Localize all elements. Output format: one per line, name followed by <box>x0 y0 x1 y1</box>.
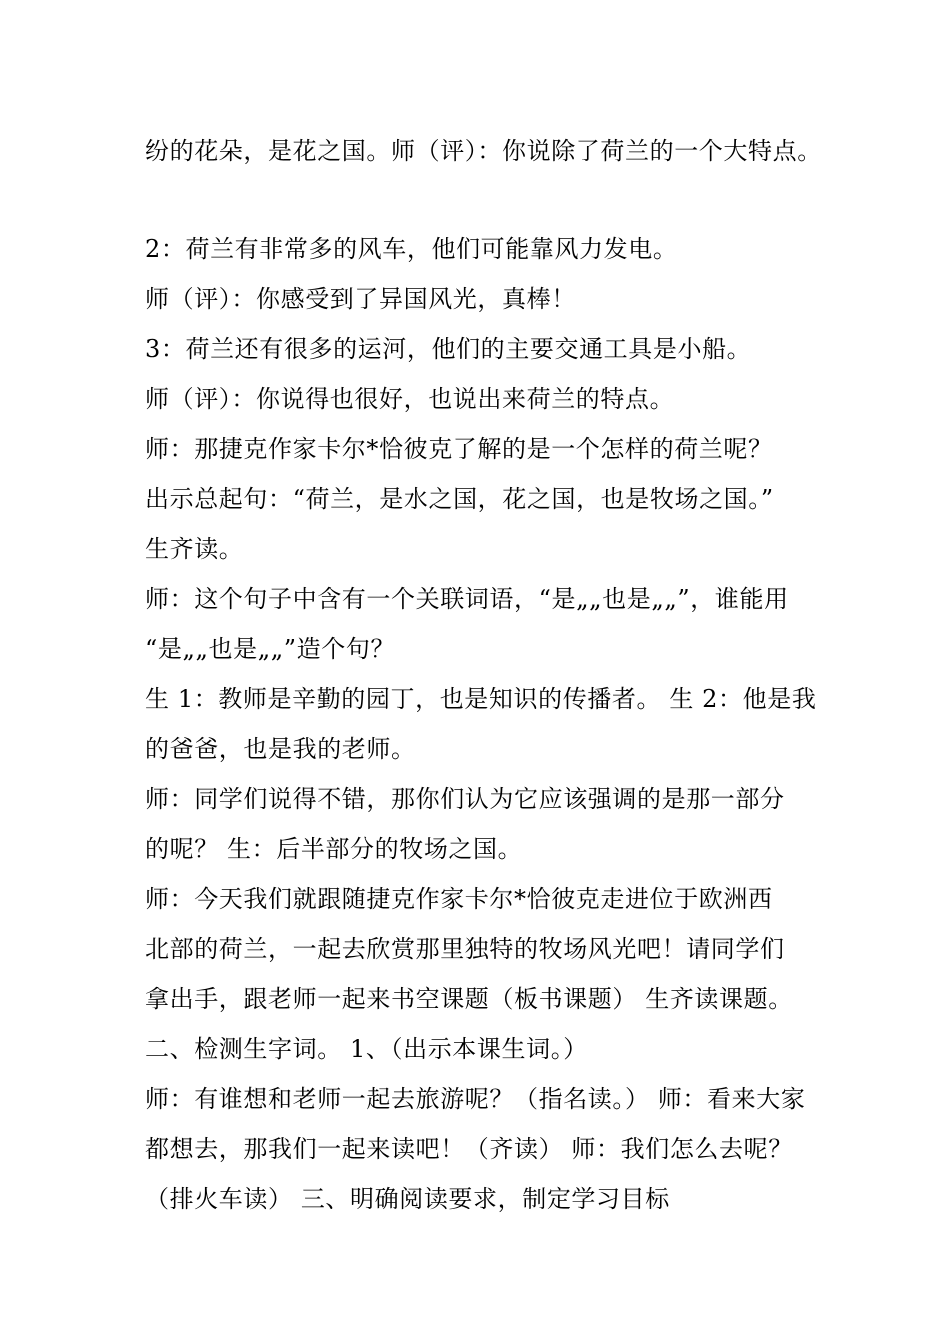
text-line: 拿出手，跟老师一起来书空课题（板书课题） 生齐读课题。 <box>145 985 793 1013</box>
text-line: 师：那捷克作家卡尔*恰彼克了解的是一个怎样的荷兰呢？ <box>145 435 773 463</box>
text-line: 师：有谁想和老师一起去旅游呢？（指名读。） 师：看来大家 <box>145 1085 806 1113</box>
text-line: “是„„也是„„”造个句？ <box>145 635 396 663</box>
text-line: 北部的荷兰，一起去欣赏那里独特的牧场风光吧！请同学们 <box>145 935 785 963</box>
text-line: 的爸爸，也是我的老师。 <box>145 735 416 763</box>
text-line: 3：荷兰还有很多的运河，他们的主要交通工具是小船。 <box>145 335 752 363</box>
text-line: 师：这个句子中含有一个关联词语，“是„„也是„„”，谁能用 <box>145 585 789 613</box>
text-line: 的呢？ 生：后半部分的牧场之国。 <box>145 835 523 863</box>
text-line: 二、检测生字词。 1、（出示本课生词。） <box>145 1035 588 1063</box>
text-line: 都想去，那我们一起来读吧！（齐读） 师：我们怎么去呢？ <box>145 1135 793 1163</box>
text-line: 师：同学们说得不错，那你们认为它应该强调的是那一部分 <box>145 785 785 813</box>
text-line: （排火车读） 三、明确阅读要求，制定学习目标 <box>145 1185 670 1213</box>
text-line: 出示总起句：“荷兰，是水之国，花之国，也是牧场之国。” <box>145 485 774 513</box>
text-line: 生齐读。 <box>145 535 244 563</box>
text-line: 师（评）：你说得也很好，也说出来荷兰的特点。 <box>145 385 675 413</box>
text-line: 2：荷兰有非常多的风车，他们可能靠风力发电。 <box>145 235 678 263</box>
text-line: 生 1：教师是辛勤的园丁，也是知识的传播者。 生 2：他是我 <box>145 685 817 713</box>
text-line: 师：今天我们就跟随捷克作家卡尔*恰彼克走进位于欧洲西 <box>145 885 773 913</box>
text-line: 纷的花朵，是花之国。师（评）：你说除了荷兰的一个大特点。 <box>145 137 822 165</box>
text-line: 师（评）：你感受到了异国风光，真棒！ <box>145 285 576 313</box>
